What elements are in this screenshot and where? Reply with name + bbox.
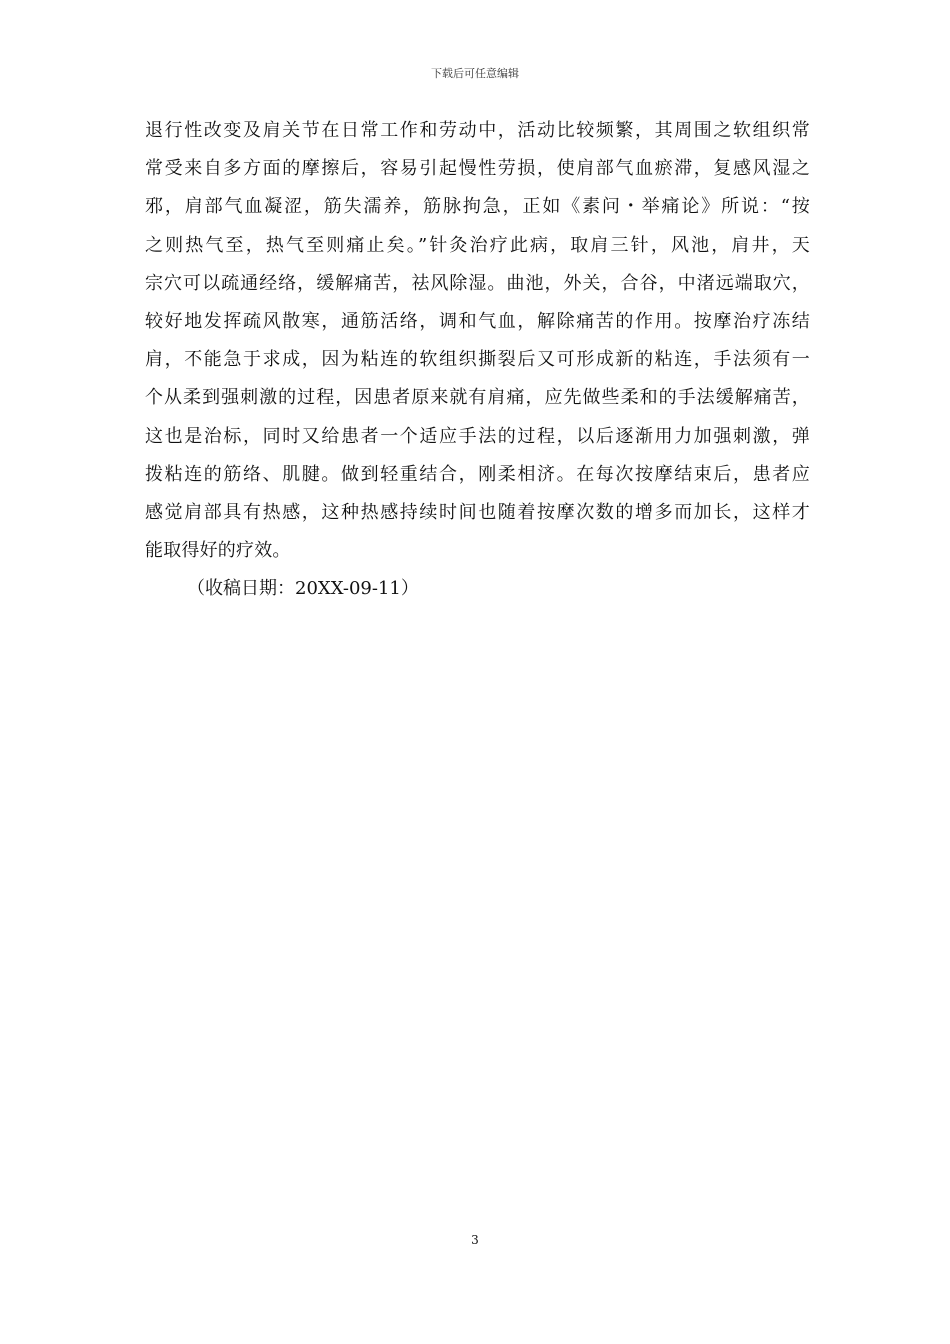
received-date: （收稿日期：20XX-09-11） bbox=[187, 578, 419, 600]
body-line: 肩，不能急于求成，因为粘连的软组织撕裂后又可形成新的粘连，手法须有一 bbox=[145, 349, 810, 371]
body-line: 邪，肩部气血凝涩，筋失濡养，筋脉拘急，正如《素问・举痛论》所说：“按 bbox=[145, 196, 810, 218]
body-line: 退行性改变及肩关节在日常工作和劳动中，活动比较频繁，其周围之软组织常 bbox=[145, 120, 810, 141]
body-line: 感觉肩部具有热感，这种热感持续时间也随着按摩次数的增多而加长，这样才 bbox=[145, 501, 810, 523]
body-line: 个从柔到强刺激的过程，因患者原来就有肩痛，应先做些柔和的手法缓解痛苦， bbox=[145, 387, 810, 409]
body-line: 常受来自多方面的摩擦后，容易引起慢性劳损，使肩部气血瘀滞，复感风湿之 bbox=[145, 158, 810, 180]
body-line: 拨粘连的筋络、肌腱。做到轻重结合，刚柔相济。在每次按摩结束后，患者应 bbox=[145, 463, 810, 485]
page-header-note: 下载后可任意编辑 bbox=[431, 67, 519, 80]
page-number: 3 bbox=[471, 1233, 479, 1247]
body-line: 较好地发挥疏风散寒，通筋活络，调和气血，解除痛苦的作用。按摩治疗冻结 bbox=[145, 310, 810, 332]
body-line: 之则热气至，热气至则痛止矣。”针灸治疗此病，取肩三针，风池，肩井，天 bbox=[145, 234, 810, 256]
article-body bbox=[145, 112, 810, 608]
body-line: 能取得好的疗效。 bbox=[145, 540, 291, 562]
body-line: 宗穴可以疏通经络，缓解痛苦，祛风除湿。曲池，外关，合谷，中渚远端取穴， bbox=[145, 272, 810, 294]
body-line: 这也是治标，同时又给患者一个适应手法的过程，以后逐渐用力加强刺激，弹 bbox=[145, 425, 810, 447]
